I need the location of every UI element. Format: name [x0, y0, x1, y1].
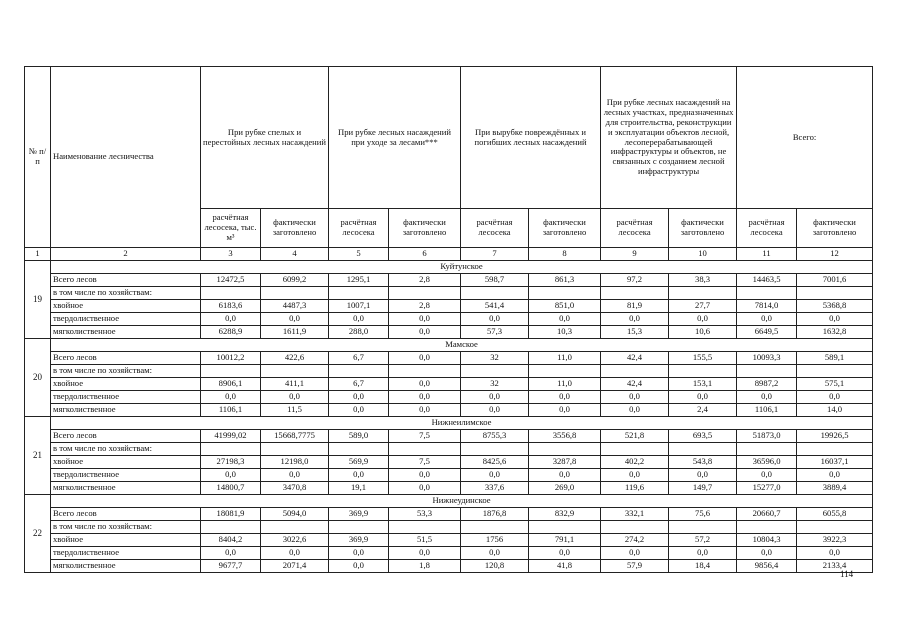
- column-number: 3: [201, 248, 261, 261]
- value-cell: 0,0: [797, 313, 873, 326]
- table-row: [25, 430, 873, 443]
- value-cell: 57,9: [601, 560, 669, 573]
- value-cell: 41,8: [529, 560, 601, 573]
- value-cell: 36596,0: [737, 456, 797, 469]
- value-cell: 0,0: [389, 547, 461, 560]
- value-cell: [461, 443, 529, 456]
- region-number: 19: [25, 261, 51, 339]
- value-cell: 0,0: [329, 560, 389, 573]
- column-number: 12: [797, 248, 873, 261]
- header-group-mature: При рубке спелых и перестойных лесных насаждений: [201, 67, 329, 209]
- table-row: [25, 326, 873, 339]
- value-cell: 543,8: [669, 456, 737, 469]
- value-cell: 155,5: [669, 352, 737, 365]
- header-group-care: При рубке лесных насаждений при уходе за лесами***: [329, 67, 461, 209]
- value-cell: 0,0: [261, 547, 329, 560]
- value-cell: 6099,2: [261, 274, 329, 287]
- value-cell: 0,0: [389, 404, 461, 417]
- value-cell: 0,0: [461, 547, 529, 560]
- value-cell: 8425,6: [461, 456, 529, 469]
- value-cell: 0,0: [529, 469, 601, 482]
- value-cell: 1632,8: [797, 326, 873, 339]
- value-cell: 19,1: [329, 482, 389, 495]
- value-cell: 422,6: [261, 352, 329, 365]
- value-cell: [261, 521, 329, 534]
- value-cell: 32: [461, 378, 529, 391]
- value-cell: 97,2: [601, 274, 669, 287]
- value-cell: 12472,5: [201, 274, 261, 287]
- value-cell: 269,0: [529, 482, 601, 495]
- subheader: фактически заготовлено: [389, 209, 461, 248]
- value-cell: 0,0: [201, 313, 261, 326]
- row-label: мягколиственное: [51, 482, 201, 495]
- value-cell: [461, 287, 529, 300]
- value-cell: 0,0: [601, 404, 669, 417]
- value-cell: 27,7: [669, 300, 737, 313]
- value-cell: 5368,8: [797, 300, 873, 313]
- value-cell: 14,0: [797, 404, 873, 417]
- value-cell: 0,0: [329, 547, 389, 560]
- subheader: фактически заготовлено: [797, 209, 873, 248]
- value-cell: [389, 521, 461, 534]
- header-row-groups: [25, 67, 873, 209]
- value-cell: 6288,9: [201, 326, 261, 339]
- region-title: Нижнеилимское: [51, 417, 873, 430]
- value-cell: 0,0: [737, 391, 797, 404]
- value-cell: 81,9: [601, 300, 669, 313]
- value-cell: [201, 287, 261, 300]
- value-cell: 1611,9: [261, 326, 329, 339]
- subheader: фактически заготовлено: [261, 209, 329, 248]
- value-cell: 1295,1: [329, 274, 389, 287]
- value-cell: 369,9: [329, 508, 389, 521]
- value-cell: 0,0: [529, 404, 601, 417]
- value-cell: [797, 287, 873, 300]
- value-cell: 3287,8: [529, 456, 601, 469]
- value-cell: 0,0: [737, 469, 797, 482]
- value-cell: 0,0: [389, 469, 461, 482]
- table-row: [25, 443, 873, 456]
- row-label: Всего лесов: [51, 430, 201, 443]
- value-cell: 11,0: [529, 352, 601, 365]
- table-row: [25, 547, 873, 560]
- value-cell: [601, 287, 669, 300]
- value-cell: [329, 521, 389, 534]
- value-cell: [261, 443, 329, 456]
- value-cell: 0,0: [261, 391, 329, 404]
- value-cell: 598,7: [461, 274, 529, 287]
- table-row: [25, 482, 873, 495]
- value-cell: 119,6: [601, 482, 669, 495]
- region-number: 20: [25, 339, 51, 417]
- row-label: мягколиственное: [51, 560, 201, 573]
- value-cell: 1106,1: [737, 404, 797, 417]
- value-cell: 0,0: [329, 391, 389, 404]
- value-cell: 3470,8: [261, 482, 329, 495]
- value-cell: 0,0: [389, 313, 461, 326]
- table-row: [25, 300, 873, 313]
- row-label: в том числе по хозяйствам:: [51, 365, 201, 378]
- row-label: в том числе по хозяйствам:: [51, 443, 201, 456]
- value-cell: 1007,1: [329, 300, 389, 313]
- value-cell: 0,0: [737, 313, 797, 326]
- row-label: Всего лесов: [51, 274, 201, 287]
- value-cell: [737, 287, 797, 300]
- value-cell: 5094,0: [261, 508, 329, 521]
- value-cell: 0,0: [389, 378, 461, 391]
- value-cell: 0,0: [389, 352, 461, 365]
- subheader: расчётная лесосека: [601, 209, 669, 248]
- value-cell: 332,1: [601, 508, 669, 521]
- table-row: [25, 508, 873, 521]
- value-cell: 2,8: [389, 274, 461, 287]
- column-number-row: [25, 248, 873, 261]
- value-cell: [737, 443, 797, 456]
- value-cell: 6055,8: [797, 508, 873, 521]
- value-cell: 53,3: [389, 508, 461, 521]
- value-cell: 337,6: [461, 482, 529, 495]
- column-number: 6: [389, 248, 461, 261]
- value-cell: 402,2: [601, 456, 669, 469]
- value-cell: 75,6: [669, 508, 737, 521]
- value-cell: 10,6: [669, 326, 737, 339]
- value-cell: 153,1: [669, 378, 737, 391]
- value-cell: 7,5: [389, 430, 461, 443]
- value-cell: 1876,8: [461, 508, 529, 521]
- value-cell: [461, 365, 529, 378]
- table-row: [25, 469, 873, 482]
- value-cell: 0,0: [601, 469, 669, 482]
- value-cell: 3889,4: [797, 482, 873, 495]
- value-cell: [389, 287, 461, 300]
- value-cell: 51,5: [389, 534, 461, 547]
- header-group-total: Всего:: [737, 67, 873, 209]
- value-cell: 861,3: [529, 274, 601, 287]
- row-label: в том числе по хозяйствам:: [51, 287, 201, 300]
- value-cell: 6649,5: [737, 326, 797, 339]
- value-cell: [389, 443, 461, 456]
- row-label: твердолиственное: [51, 391, 201, 404]
- value-cell: 18,4: [669, 560, 737, 573]
- value-cell: 32: [461, 352, 529, 365]
- row-label: мягколиственное: [51, 404, 201, 417]
- value-cell: 791,1: [529, 534, 601, 547]
- row-label: твердолиственное: [51, 469, 201, 482]
- value-cell: 0,0: [201, 391, 261, 404]
- value-cell: 589,0: [329, 430, 389, 443]
- value-cell: [601, 521, 669, 534]
- table-row: [25, 534, 873, 547]
- value-cell: 3556,8: [529, 430, 601, 443]
- value-cell: 1106,1: [201, 404, 261, 417]
- column-number: 4: [261, 248, 329, 261]
- value-cell: 6,7: [329, 378, 389, 391]
- value-cell: 0,0: [529, 547, 601, 560]
- value-cell: [669, 365, 737, 378]
- value-cell: 8755,3: [461, 430, 529, 443]
- value-cell: [601, 365, 669, 378]
- table-row: [25, 313, 873, 326]
- value-cell: 521,8: [601, 430, 669, 443]
- value-cell: [669, 287, 737, 300]
- value-cell: 0,0: [601, 391, 669, 404]
- value-cell: 15277,0: [737, 482, 797, 495]
- value-cell: 7001,6: [797, 274, 873, 287]
- value-cell: 9856,4: [737, 560, 797, 573]
- value-cell: 0,0: [737, 547, 797, 560]
- value-cell: 0,0: [389, 326, 461, 339]
- value-cell: 38,3: [669, 274, 737, 287]
- region-title-row: [25, 495, 873, 508]
- page-number: 114: [840, 569, 854, 579]
- column-number: 5: [329, 248, 389, 261]
- value-cell: [329, 443, 389, 456]
- subheader: расчётная лесосека: [329, 209, 389, 248]
- row-label: твердолиственное: [51, 313, 201, 326]
- value-cell: [201, 443, 261, 456]
- value-cell: [329, 365, 389, 378]
- value-cell: 57,2: [669, 534, 737, 547]
- value-cell: 19926,5: [797, 430, 873, 443]
- value-cell: 0,0: [601, 313, 669, 326]
- value-cell: 369,9: [329, 534, 389, 547]
- row-label: Всего лесов: [51, 508, 201, 521]
- value-cell: 20660,7: [737, 508, 797, 521]
- value-cell: [737, 521, 797, 534]
- subheader: расчётная лесосека: [461, 209, 529, 248]
- value-cell: 0,0: [797, 469, 873, 482]
- value-cell: 57,3: [461, 326, 529, 339]
- value-cell: 0,0: [529, 391, 601, 404]
- value-cell: 16037,1: [797, 456, 873, 469]
- table-row: [25, 391, 873, 404]
- value-cell: 0,0: [797, 547, 873, 560]
- value-cell: [669, 443, 737, 456]
- value-cell: 0,0: [669, 547, 737, 560]
- value-cell: [461, 521, 529, 534]
- value-cell: [261, 365, 329, 378]
- value-cell: 3022,6: [261, 534, 329, 547]
- value-cell: [329, 287, 389, 300]
- value-cell: 14463,5: [737, 274, 797, 287]
- column-number: 7: [461, 248, 529, 261]
- value-cell: 0,0: [669, 391, 737, 404]
- value-cell: 693,5: [669, 430, 737, 443]
- value-cell: 569,9: [329, 456, 389, 469]
- value-cell: 27198,3: [201, 456, 261, 469]
- value-cell: [529, 365, 601, 378]
- region-title-row: [25, 339, 873, 352]
- value-cell: 0,0: [669, 313, 737, 326]
- value-cell: 0,0: [329, 469, 389, 482]
- value-cell: 11,0: [529, 378, 601, 391]
- value-cell: 274,2: [601, 534, 669, 547]
- value-cell: 6183,6: [201, 300, 261, 313]
- value-cell: [201, 365, 261, 378]
- value-cell: 288,0: [329, 326, 389, 339]
- region-number: 21: [25, 417, 51, 495]
- value-cell: 589,1: [797, 352, 873, 365]
- region-title: Куйтунское: [51, 261, 873, 274]
- table-row: [25, 274, 873, 287]
- value-cell: 0,0: [461, 313, 529, 326]
- value-cell: 10093,3: [737, 352, 797, 365]
- value-cell: 3922,3: [797, 534, 873, 547]
- value-cell: 0,0: [201, 547, 261, 560]
- region-title: Мамское: [51, 339, 873, 352]
- value-cell: 2,4: [669, 404, 737, 417]
- value-cell: [669, 521, 737, 534]
- value-cell: 851,0: [529, 300, 601, 313]
- value-cell: 0,0: [389, 391, 461, 404]
- value-cell: 42,4: [601, 352, 669, 365]
- value-cell: 1756: [461, 534, 529, 547]
- value-cell: 6,7: [329, 352, 389, 365]
- value-cell: 0,0: [261, 469, 329, 482]
- value-cell: [797, 443, 873, 456]
- value-cell: 0,0: [461, 404, 529, 417]
- value-cell: 15668,7775: [261, 430, 329, 443]
- value-cell: 1,8: [389, 560, 461, 573]
- row-label: хвойное: [51, 456, 201, 469]
- value-cell: 4487,3: [261, 300, 329, 313]
- table-row: [25, 378, 873, 391]
- region-title: Нижнеудинское: [51, 495, 873, 508]
- region-title-row: [25, 417, 873, 430]
- value-cell: [601, 443, 669, 456]
- table-row: [25, 521, 873, 534]
- value-cell: 18081,9: [201, 508, 261, 521]
- value-cell: [797, 521, 873, 534]
- value-cell: 0,0: [201, 469, 261, 482]
- header-group-damaged: При вырубке повреждённых и погибших лесных насаждений: [461, 67, 601, 209]
- value-cell: 2,8: [389, 300, 461, 313]
- value-cell: 9677,7: [201, 560, 261, 573]
- value-cell: 8906,1: [201, 378, 261, 391]
- value-cell: 0,0: [389, 482, 461, 495]
- value-cell: 8987,2: [737, 378, 797, 391]
- header-name: Наименование лесничества: [51, 67, 201, 248]
- table-row: [25, 352, 873, 365]
- value-cell: 0,0: [461, 391, 529, 404]
- value-cell: 42,4: [601, 378, 669, 391]
- value-cell: 0,0: [601, 547, 669, 560]
- value-cell: 11,5: [261, 404, 329, 417]
- value-cell: 0,0: [669, 469, 737, 482]
- value-cell: 0,0: [261, 313, 329, 326]
- value-cell: 0,0: [329, 313, 389, 326]
- column-number: 1: [25, 248, 51, 261]
- value-cell: 0,0: [329, 404, 389, 417]
- table-body: [25, 261, 873, 573]
- value-cell: [797, 365, 873, 378]
- row-label: твердолиственное: [51, 547, 201, 560]
- value-cell: 10,3: [529, 326, 601, 339]
- value-cell: 2071,4: [261, 560, 329, 573]
- value-cell: 10804,3: [737, 534, 797, 547]
- row-label: хвойное: [51, 534, 201, 547]
- header-group-construction: При рубке лесных насаждений на лесных участках, предназначенных для строительства, реконструкции и эксплуатации объектов лесной, лесоперерабатывающей инфраструктуры и объектов, не связанных с созданием лесной инфраструктуры: [601, 67, 737, 209]
- value-cell: 51873,0: [737, 430, 797, 443]
- column-number: 11: [737, 248, 797, 261]
- column-number: 9: [601, 248, 669, 261]
- forestry-table: [24, 66, 873, 573]
- row-label: Всего лесов: [51, 352, 201, 365]
- value-cell: 411,1: [261, 378, 329, 391]
- value-cell: 15,3: [601, 326, 669, 339]
- column-number: 8: [529, 248, 601, 261]
- value-cell: 0,0: [461, 469, 529, 482]
- row-label: в том числе по хозяйствам:: [51, 521, 201, 534]
- value-cell: 2133,4: [797, 560, 873, 573]
- header-num: № п/п: [25, 67, 51, 248]
- value-cell: [737, 365, 797, 378]
- value-cell: 0,0: [797, 391, 873, 404]
- row-label: мягколиственное: [51, 326, 201, 339]
- value-cell: 14800,7: [201, 482, 261, 495]
- row-label: хвойное: [51, 300, 201, 313]
- subheader: расчётная лесосека, тыс. м³: [201, 209, 261, 248]
- value-cell: 149,7: [669, 482, 737, 495]
- value-cell: [389, 365, 461, 378]
- region-title-row: [25, 261, 873, 274]
- row-label: хвойное: [51, 378, 201, 391]
- table-row: [25, 560, 873, 573]
- value-cell: 7814,0: [737, 300, 797, 313]
- value-cell: 0,0: [529, 313, 601, 326]
- table-row: [25, 456, 873, 469]
- table-row: [25, 365, 873, 378]
- value-cell: 8404,2: [201, 534, 261, 547]
- value-cell: 120,8: [461, 560, 529, 573]
- table-row: [25, 287, 873, 300]
- value-cell: 832,9: [529, 508, 601, 521]
- value-cell: 7,5: [389, 456, 461, 469]
- value-cell: [201, 521, 261, 534]
- subheader: фактически заготовлено: [669, 209, 737, 248]
- table-row: [25, 404, 873, 417]
- value-cell: [529, 443, 601, 456]
- value-cell: [261, 287, 329, 300]
- value-cell: [529, 521, 601, 534]
- column-number: 10: [669, 248, 737, 261]
- subheader: фактически заготовлено: [529, 209, 601, 248]
- value-cell: 12198,0: [261, 456, 329, 469]
- value-cell: [529, 287, 601, 300]
- subheader: расчётная лесосека: [737, 209, 797, 248]
- value-cell: 10012,2: [201, 352, 261, 365]
- value-cell: 41999,02: [201, 430, 261, 443]
- value-cell: 541,4: [461, 300, 529, 313]
- value-cell: 575,1: [797, 378, 873, 391]
- column-number: 2: [51, 248, 201, 261]
- region-number: 22: [25, 495, 51, 573]
